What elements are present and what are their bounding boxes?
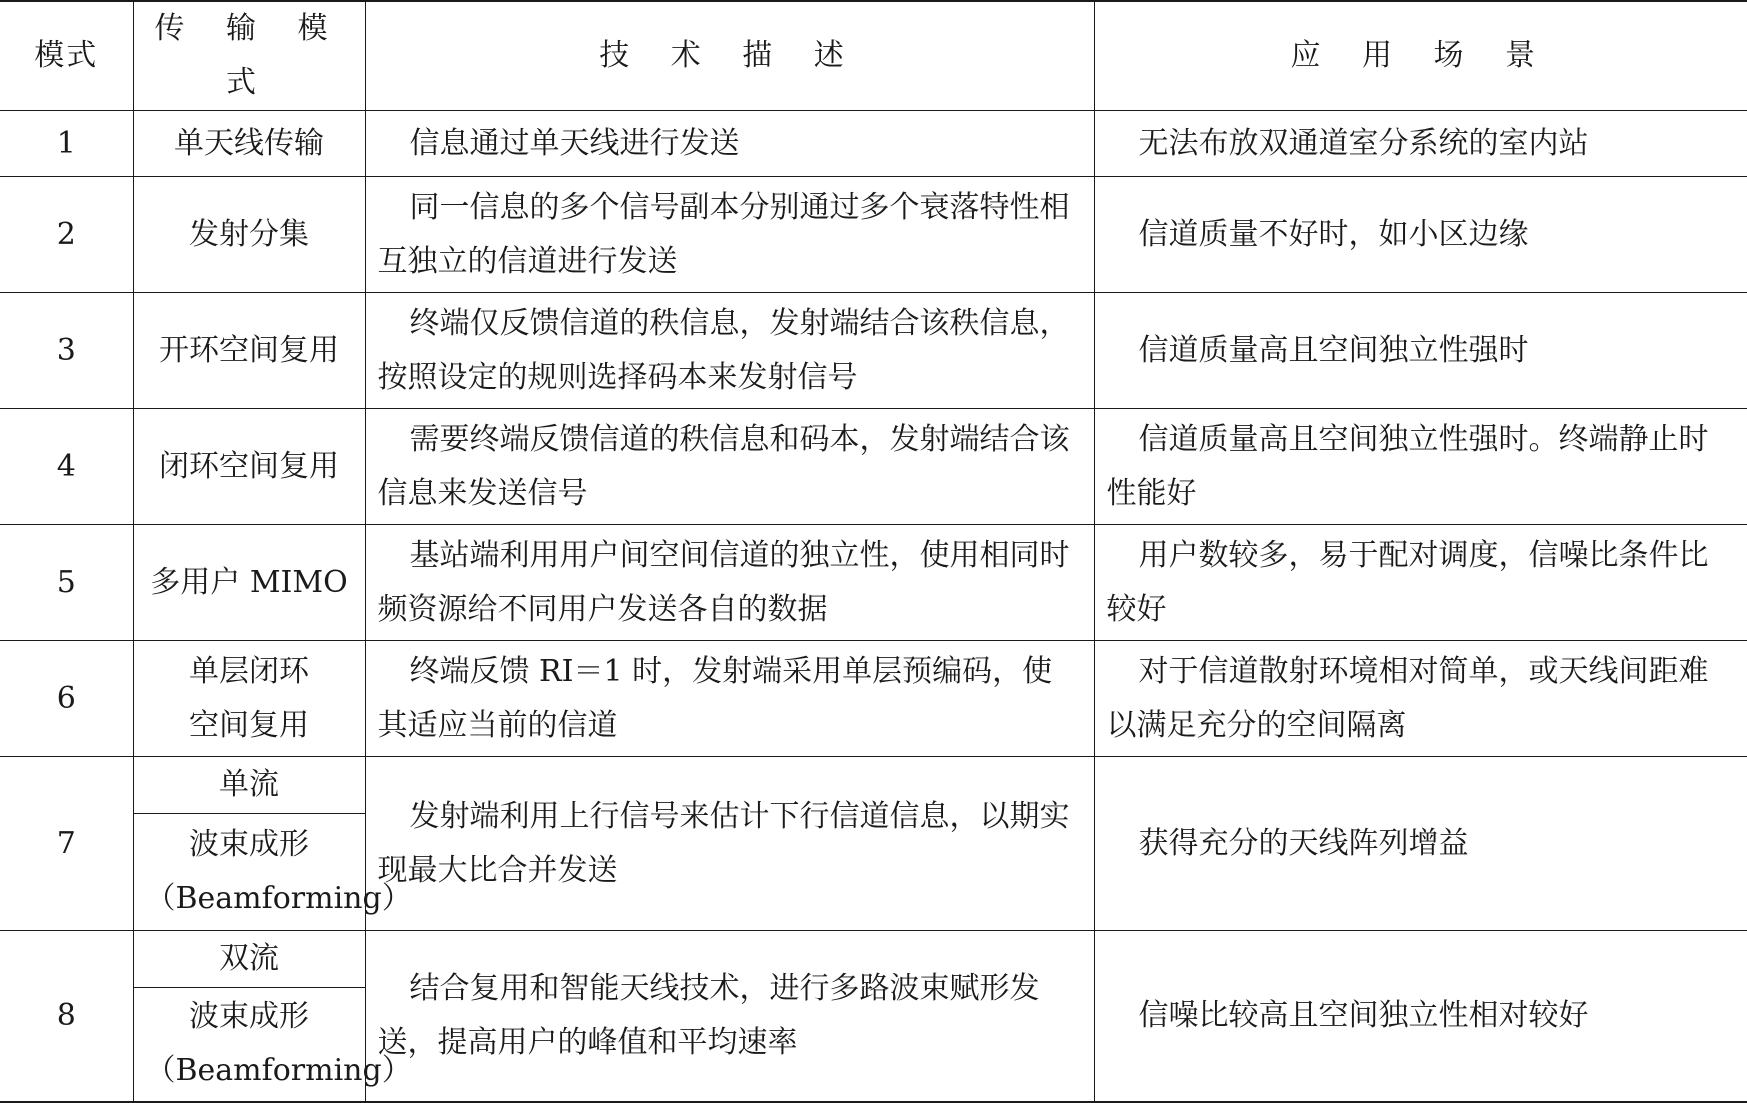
mode-number: 6 [0,641,133,757]
tech-description: 结合复用和智能天线技术，进行多路波束赋形发送，提高用户的峰值和平均速率 [365,931,1094,1102]
mode-name-top: 双流 [133,931,365,988]
tech-description: 终端仅反馈信道的秩信息，发射端结合该秩信息，按照设定的规则选择码本来发射信号 [365,293,1094,409]
header-technical-description: 技 术 描 述 [365,1,1094,111]
mode-name-line: （Beamforming） [145,1053,412,1089]
application-scenario: 对于信道散射环境相对简单，或天线间距难以满足充分的空间隔离 [1094,641,1747,757]
header-row [0,1,1747,111]
tech-description: 同一信息的多个信号副本分别通过多个衰落特性相互独立的信道进行发送 [365,177,1094,293]
application-scenario: 用户数较多，易于配对调度，信噪比条件比较好 [1094,525,1747,641]
tech-description: 信息通过单天线进行发送 [365,111,1094,177]
mode-name: 闭环空间复用 [133,409,365,525]
mode-name: 开环空间复用 [133,293,365,409]
mode-name-line: 单层闭环 [189,653,309,689]
mode-number: 7 [0,757,133,931]
tech-description: 需要终端反馈信道的秩信息和码本，发射端结合该信息来发送信号 [365,409,1094,525]
mode-name-line: 空间复用 [189,707,309,743]
mode-name: 单天线传输 [133,111,365,177]
header-transmission-mode: 传 输 模 式 [133,1,365,111]
mode-name-line: 波束成形 [189,999,309,1035]
application-scenario: 无法布放双通道室分系统的室内站 [1094,111,1747,177]
table-row [0,111,1747,177]
mode-name: 多用户 MIMO [133,525,365,641]
application-scenario: 信道质量高且空间独立性强时 [1094,293,1747,409]
table-row [0,409,1747,525]
mode-number: 3 [0,293,133,409]
mode-number: 1 [0,111,133,177]
mode-name-bottom [133,814,412,931]
mode-number: 4 [0,409,133,525]
table-row [0,293,1747,409]
table-row [0,757,1747,814]
table-row [0,931,1747,988]
table-row [0,641,1747,757]
table-row [0,177,1747,293]
application-scenario: 获得充分的天线阵列增益 [1094,757,1747,931]
mode-number: 8 [0,931,133,1102]
tech-description: 发射端利用上行信号来估计下行信道信息，以期实现最大比合并发送 [365,757,1094,931]
mode-name: 发射分集 [133,177,365,293]
table-row [0,525,1747,641]
header-application-scenario: 应 用 场 景 [1094,1,1747,111]
mode-name-bottom [133,988,412,1102]
header-mode: 模式 [0,1,133,111]
tech-description: 基站端利用用户间空间信道的独立性，使用相同时频资源给不同用户发送各自的数据 [365,525,1094,641]
mode-name [133,641,365,757]
mode-number: 5 [0,525,133,641]
mode-name-top: 单流 [133,757,365,814]
mode-number: 2 [0,177,133,293]
application-scenario: 信道质量不好时，如小区边缘 [1094,177,1747,293]
application-scenario: 信噪比较高且空间独立性相对较好 [1094,931,1747,1102]
mode-name-line: 波束成形 [189,827,309,862]
mode-name-line: （Beamforming） [145,881,412,916]
tech-description: 终端反馈 RI＝1 时，发射端采用单层预编码，使其适应当前的信道 [365,641,1094,757]
application-scenario: 信道质量高且空间独立性强时。终端静止时性能好 [1094,409,1747,525]
